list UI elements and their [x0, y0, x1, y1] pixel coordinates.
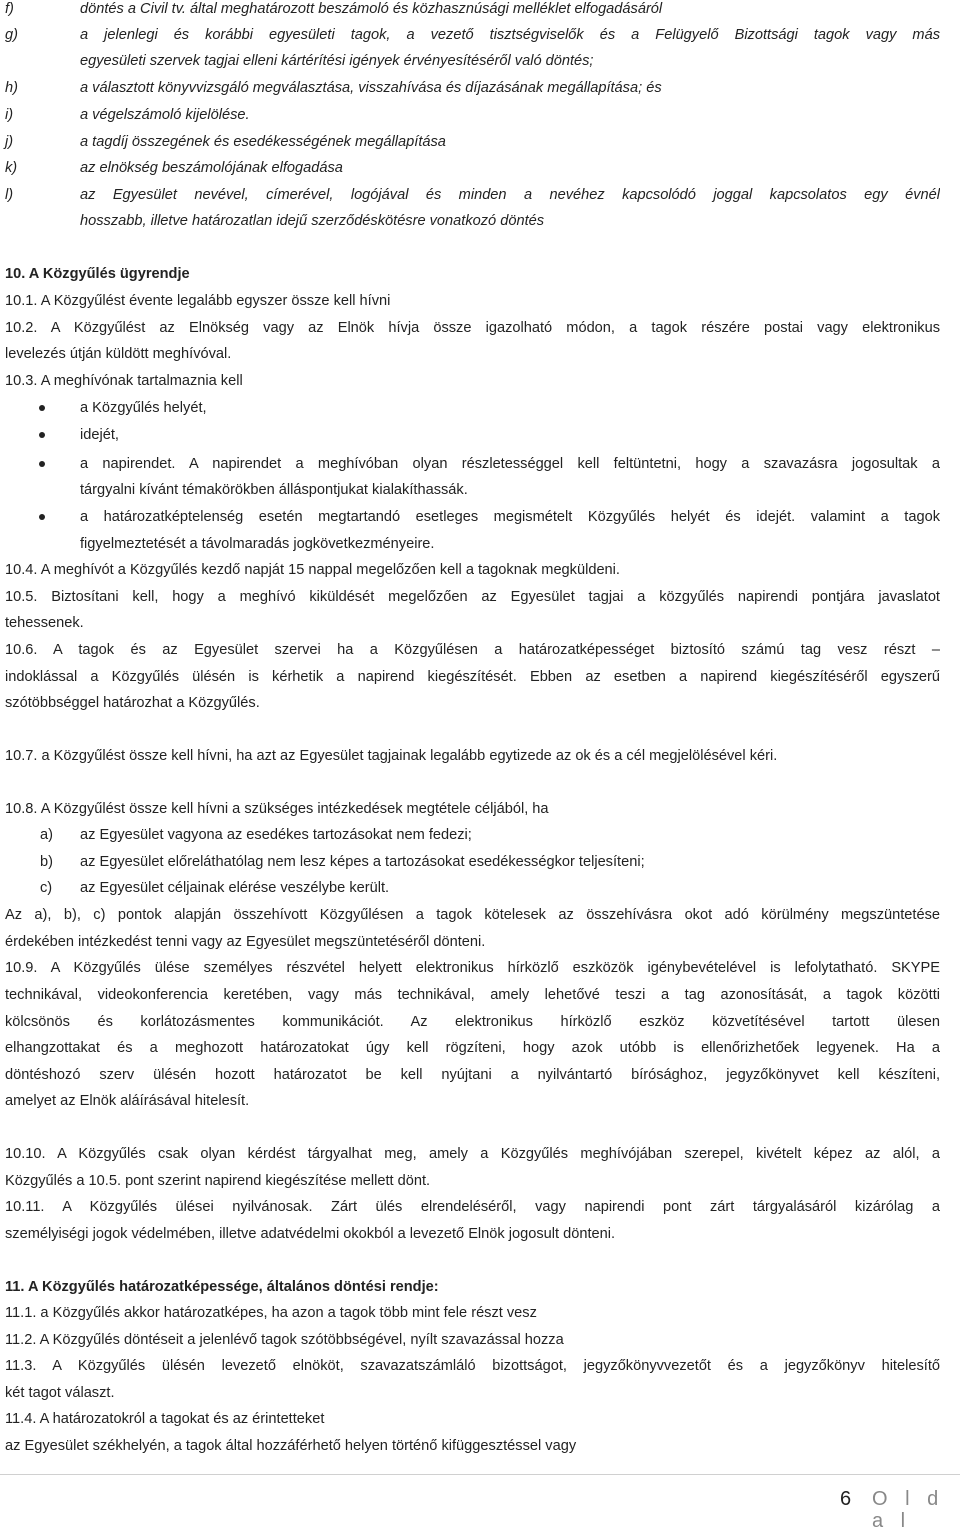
bullet-icon: [39, 461, 45, 467]
bullet-icon: [39, 405, 45, 411]
document-page: f) döntés a Civil tv. által meghatározott beszámoló és közhasznúsági melléklet elfogadásáról g) a jelenlegi és korábbi egyesületi tagok, a vezető tisztségviselők és a Felügyelő Bizottsági tagok vagy más egyesületi szervek tagjai elleni kártérítési igények érvényesítéséről való döntés; h) a választott könyvvizsgáló megválasztása, visszahívása és díjazásának megállapítása; és i) a végelszámoló kijelölése. j) a tagdíj összegének és esedékességének megállapítása k) az elnökség beszámolójának elfogadása l) az Egyesület nevével, címerével, logójával és minden a nevéhez kapcsolódó joggal kapcsolatos egy évnél hosszabb, illetve határozatlan idejű szerződéskötésre vonatkozó döntés 10. A Közgyűlés ügyrendje 10.1. A Közgyűlést évente legalább egyszer össze kell hívni 10.2. A Közgyűlést az Elnökség vagy az Elnök hívja össze igazolható módon, a tagok részére postai vagy elektronikus levelezés útján küldött meghívóval. 10.3. A meghívónak tartalmaznia kell a Közgyűlés helyét, idejét, a napirendet. A napirendet a meghívóban olyan részletességgel kell feltüntetni, hogy a szavazásra jogosultak a tárgyalni kívánt témakörökben álláspontjukat kialakíthassák. a határozatképtelenség esetén megtartandó esetleges megismételt Közgyűlés helyét és idejét. valamint a tagok figyelmeztetését a távolmaradás jogkövetkezményeire. 10.4. A meghívót a Közgyűlés kezdő napját 15 nappal megelőzően kell a tagoknak megküldeni. 10.5. Biztosítani kell, hogy a meghívó kiküldését megelőzően az Egyesület tagjai a közgyűlés napirendi pontjára javaslatot tehessenek. 10.6. A tagok és az Egyesület szervei ha a Közgyűlésen a határozatképességet biztosító számú tag vesz részt – indoklással a Közgyűlés ülésén is kérhetik a napirend kiegészítését. Ebben az esetben a napirend kiegészítéséről egyszerű szótöbbséggel határozhat a Közgyűlés. 10.7. a Közgyűlést össze kell hívni, ha azt az Egyesület tagjainak legalább egytizede az ok és a cél megjelölésével kéri. 10.8. A Közgyűlést össze kell hívni a szükséges intézkedések megtétele céljából, ha a) az Egyesület vagyona az esedékes tartozásokat nem fedezi; b) az Egyesület előreláthatólag nem lesz képes a tartozásokat esedékességkor teljesíteni; c) az Egyesület céljainak elérése veszélybe került. Az a), b), c) pontok alapján összehívott Közgyűlésen a tagok kötelesek az összehívásra okot adó körülmény megszüntetése érdekében intézkedést tenni vagy az Egyesület megszüntetéséről dönteni. 10.9. A Közgyűlés ülése személyes részvétel helyett elektronikus hírközlő eszközök igénybevételével is lefolytatható. SKYPE technikával, videokonferencia keretében, vagy más technikával, amely lehetővé teszi a tag azonosítását, a tagok közötti kölcsönös és korlátozásmentes kommunikációt. Az elektronikus hírközlő eszköz közvetítésével tartott ülesen elhangzottakat és a meghozott határozatokat úgy kell rögzíteni, hogy azok utóbb is ellenőrizhetőek legyenek. Ha a döntéshozó szerv ülésén hozott határozatot be kell nyújtani a nyilvántartó bírósághoz, jegyzőkönyvet kell készíteni, amelyet az Elnök aláírásával hitelesít. 10.10. A Közgyűlés csak olyan kérdést tárgyalhat meg, amely a Közgyűlés meghívójában szerepel, kivételt képez az alól, a Közgyűlés a 10.5. pont szerint napirend kiegészítése mellett dönt. 10.11. A Közgyűlés ülései nyilvánosak. Zárt ülés elrendeléséről, vagy napirendi pont zárt tárgyalásáról kizárólag a személyiségi jogok védelmében, illetve adatvédelmi okokból a levezető Elnök jogosult dönteni. 11. A Közgyűlés határozatképessége, általános döntési rendje: 11.1. a Közgyűlés akkor határozatképes, ha azon a tagok több mint fele részt vesz 11.2. A Közgyűlés döntéseit a jelenlévő tagok szótöbbségével, nyílt szavazással hozza 11.3. A Közgyűlés ülésén levezető elnököt, szavazatszámláló bizottságot, jegyzőkönyvvezetőt és a jegyzőkönyv hitelesítő két tagot választ. 11.4. A határozatokról a tagokat és az érintetteket az Egyesület székhelyén, a tagok által hozzáférhető helyen történő kifüggesztéssel vagy 6 O l d a l: [0, 0, 960, 1513]
list-text: egyesületi szervek tagjai elleni kártérítési igények érvényesítéséről való döntés;: [80, 53, 594, 69]
list-text: az Egyesület előreláthatólag nem lesz képes a tartozásokat esedékességkor teljesíteni;: [80, 854, 645, 870]
footer-divider: [0, 1474, 960, 1475]
list-marker: k): [5, 160, 18, 176]
bullet-icon: [39, 514, 45, 520]
list-text: hosszabb, illetve határozatlan idejű szerződéskötésre vonatkozó döntés: [80, 213, 545, 229]
list-marker: j): [5, 134, 14, 150]
paragraph-11-4b: az Egyesület székhelyén, a tagok által hozzáférhető helyen történő kifüggesztéssel vagy: [5, 1438, 577, 1454]
paragraph-10-8: 10.8. A Közgyűlést össze kell hívni a szükséges intézkedések megtétele céljából, ha: [5, 801, 549, 817]
list-marker: l): [5, 187, 14, 203]
list-text: az Egyesület vagyona az esedékes tartozásokat nem fedezi;: [80, 827, 472, 843]
list-marker: c): [40, 880, 53, 896]
list-text: az Egyesület céljainak elérése veszélybe került.: [80, 880, 390, 896]
list-marker: a): [40, 827, 53, 843]
list-text: a jelenlegi és korábbi egyesületi tagok, a vezető tisztségviselők és a Felügyelő Bizottsági tagok vagy más: [80, 27, 940, 43]
page-number: 6: [840, 1488, 852, 1510]
paragraph-11-1: 11.1. a Közgyűlés akkor határozatképes, ha azon a tagok több mint fele részt vesz: [5, 1305, 537, 1321]
section-heading-10: 10. A Közgyűlés ügyrendje: [5, 266, 190, 282]
list-text: a végelszámoló kijelölése.: [80, 107, 250, 123]
paragraph-11-2: 11.2. A Közgyűlés döntéseit a jelenlévő tagok szótöbbségével, nyílt szavazással hozza: [5, 1332, 564, 1348]
list-marker: h): [5, 80, 18, 96]
paragraph-10-1: 10.1. A Közgyűlést évente legalább egyszer össze kell hívni: [5, 293, 391, 309]
list-marker: g): [5, 27, 18, 43]
list-marker: b): [40, 854, 53, 870]
list-text: a választott könyvvizsgáló megválasztása, visszahívása és díjazásának megállapítása; és: [80, 80, 662, 96]
paragraph-11-4: 11.4. A határozatokról a tagokat és az érintetteket: [5, 1411, 325, 1427]
page-label: O l d a l: [872, 1488, 945, 1532]
list-text: az elnökség beszámolójának elfogadása: [80, 160, 343, 176]
bullet-icon: [39, 432, 45, 438]
paragraph-10-7: 10.7. a Közgyűlést össze kell hívni, ha azt az Egyesület tagjainak legalább egytizede az ok és a cél megjelölésével kéri.: [5, 748, 778, 764]
list-text: döntés a Civil tv. által meghatározott beszámoló és közhasznúsági melléklet elfogadásáról: [80, 1, 663, 17]
list-marker: f): [5, 1, 14, 17]
section-heading-11: 11. A Közgyűlés határozatképessége, általános döntési rendje:: [5, 1279, 439, 1295]
paragraph-10-3: 10.3. A meghívónak tartalmaznia kell: [5, 373, 243, 389]
list-text: az Egyesület nevével, címerével, logójával és minden a nevéhez kapcsolódó joggal kapcsolatos egy évnél: [80, 187, 940, 203]
list-text: a tagdíj összegének és esedékességének megállapítása: [80, 134, 446, 150]
list-marker: i): [5, 107, 14, 123]
paragraph-10-4: 10.4. A meghívót a Közgyűlés kezdő napját 15 nappal megelőzően kell a tagoknak megküldeni.: [5, 562, 620, 578]
